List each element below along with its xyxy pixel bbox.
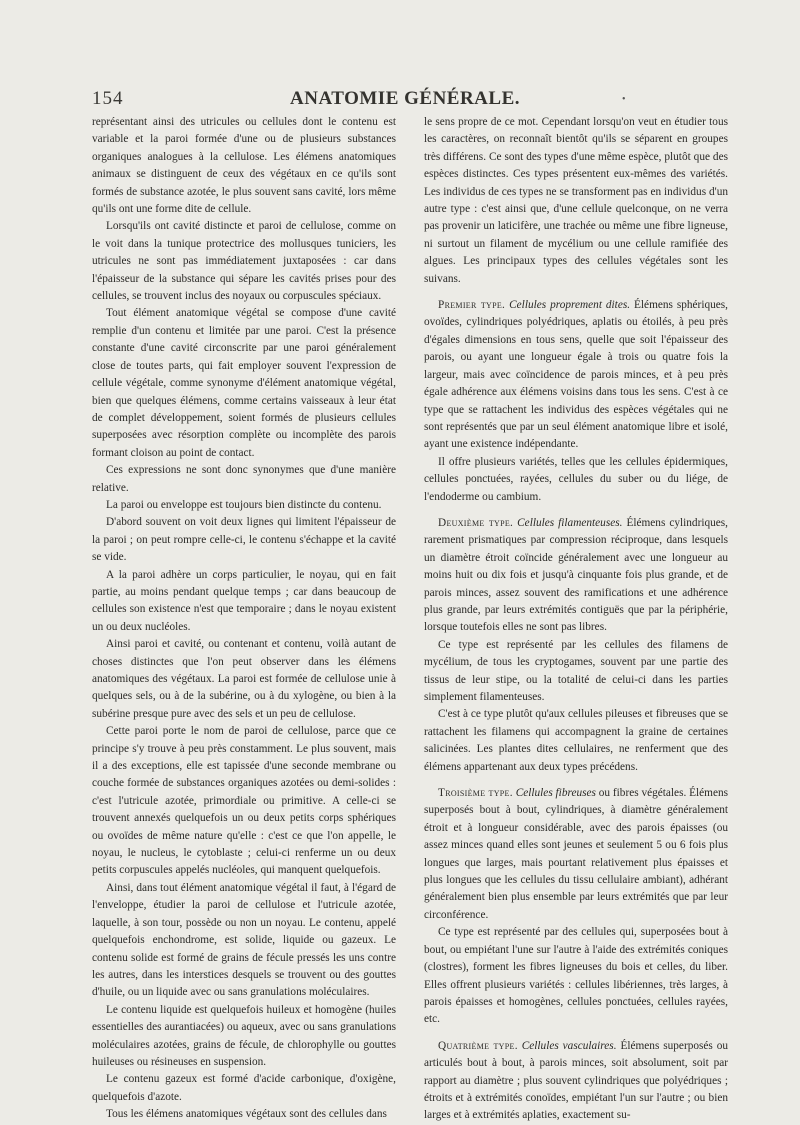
paragraph: C'est à ce type plutôt qu'aux cellules pileuses et fibreuses que se rattachent les filamens qui accompagnent la graine de certaines salicinées. Les plantes dites cellulaires, ne renferment que des élémens appartenant aux deux types précédens. <box>424 708 728 773</box>
paragraph: Tout élément anatomique végétal se compose d'une cavité remplie d'un contenu et limitée par une paroi. C'est la présence constante d'une cavité circonscrite par une paroi généralement close de toutes parts, qui fait employer souvent l'expression de cellule végétale, comme synonyme d'élément anatomique végétal, bien que quelques élémens, comme certains vaisseaux à leur état de complet développement, soient formés de plusieurs cellules superposées avec résorption complète ou incomplète des parois formant cloison au point de contact. <box>92 307 396 459</box>
paragraph: D'abord souvent on voit deux lignes qui limitent l'épaisseur de la paroi ; on peut rompre celle-ci, le contenu s'échappe et la cavité se vide. <box>92 516 396 564</box>
type-title: Cellules vasculaires. <box>521 1039 617 1052</box>
section-paragraph <box>424 1038 728 1125</box>
type-title: Cellules filamenteuses. <box>517 516 623 529</box>
running-header <box>92 88 718 112</box>
paragraph: Cette paroi porte le nom de paroi de cellulose, parce que ce principe s'y trouve à peu près constamment. Le plus souvent, mais il a des exceptions, elle est tapissée d'une seconde membrane ou couche formée de substances organiques azotées ou demi-solides : c'est l'utricule azotée, primordiale ou primitive. A celle-ci se trouvent annexés quelquefois un ou deux petits corps sphériques ou ovoïdes de même nature qu'elle : c'est ce que l'on appelle, le noyau, le nucleus, le cytoblaste ; celui-ci renferme un ou deux petits corpuscules appelés nucléoles, qui manquent quelquefois. <box>92 725 396 877</box>
paragraph: La paroi ou enveloppe est toujours bien distincte du contenu. <box>106 498 382 511</box>
section-paragraph <box>424 297 728 454</box>
type-label: Premier type. <box>438 299 506 312</box>
type-label: Troisième type. <box>438 787 513 800</box>
paragraph: Ce type est représenté par des cellules qui, superposées bout à bout, ou empiétant l'une sur l'autre à l'aide des extrémités coniques (clostres), forment les fibres ligneuses du bois et celles, du liber. Elles offrent plusieurs variétés : cellules libériennes, très larges, à parois épaisses et homogènes, cellules ponctuées, cellules rayées, etc. <box>424 926 728 1026</box>
type-title: Cellules fibreuses <box>515 787 596 800</box>
left-text-column <box>92 114 396 1124</box>
right-text-column <box>424 114 728 1125</box>
page-number: 154 <box>92 88 124 109</box>
paragraph-continuation: représentant ainsi des utricules ou cellules dont le contenu est variable et la paroi formée d'une ou de plusieurs substances organiques analogues à la cellulose. Les élémens anatomiques animaux se distinguent de ceux des végétaux en ce qu'ils sont formés de substance azotée, le plus souvent sans cavité, lors même qu'ils ont une forme dite de cellule. <box>92 116 396 216</box>
paragraph: Lorsqu'ils ont cavité distincte et paroi de cellulose, comme on le voit dans la tunique protectrice des mollusques tuniciers, les utricules ne sont pas immédiatement juxtaposées : car dans l'épaisseur de la substance qui sépare les cavités prises pour des cellules, se trouvent inclus des noyaux ou corpuscules spéciaux. <box>92 220 396 303</box>
running-title: ANATOMIE GÉNÉRALE. <box>290 88 520 109</box>
stray-mark: • <box>622 94 626 105</box>
paragraph-text: Élémens sphériques, ovoïdes, cylindriques polyédriques, aplatis ou étoilés, à peu près d'égales dimensions en tous sens, quelle que soit l'épaisseur des parois, ou ayant une longueur égale à trois ou quatre fois la largeur, mais avec coïncidence de parois minces, et à peu près égale adhérence aux élémens voisins dans tous les sens. C'est à ce type que se rattachent les individus des espèces végétales qui ne sont représentés que par un seul élément anatomique libre et isolé, ayant une existence indépendante. <box>424 299 728 451</box>
paragraph: A la paroi adhère un corps particulier, le noyau, qui en fait partie, au moins pendant quelque temps ; car dans beaucoup de cellules son existence n'est que temporaire ; dans le noyau existent un ou deux nucléoles. <box>92 568 396 633</box>
paragraph: Ce type est représenté par les cellules des filamens de mycélium, de tous les cryptogames, souvent par une partie des tissus de leur stipe, ou la totalité de celui-ci dans les parties simplement filamenteuses. <box>424 638 728 703</box>
paragraph: Tous les élémens anatomiques végétaux sont des cellules dans <box>106 1108 387 1121</box>
paragraph: Le contenu liquide est quelquefois huileux et homogène (huiles essentielles des aurantiacées) ou aqueux, avec ou sans granulations moléculaires azotées, grains de fécule, de chlorophylle ou gouttes huileuses ou résineuses en suspension. <box>92 1003 396 1068</box>
section-paragraph <box>424 785 728 924</box>
section-paragraph <box>424 515 728 637</box>
paragraph-text: Élémens superposés ou articulés bout à bout, à parois minces, soit absolument, soit par rapport au diamètre ; plus souvent cylindriques que polyédriques ; étroits et à extrémités conoïdes, empiétant l'un sur l'autre ; ou bien larges et à extrémités aplaties, exactement su- <box>424 1039 729 1122</box>
paragraph: Ainsi paroi et cavité, ou contenant et contenu, voilà autant de choses distinctes que l'on peut observer dans les élémens anatomiques des végétaux. La paroi est formée de cellulose unie à quelques sels, ou à de la subérine, ou à du xylogène, ou bien à la subérine presque pure avec des sels et un peu de cellulose. <box>92 638 396 720</box>
paragraph: Ces expressions ne sont donc synonymes que d'une manière relative. <box>92 464 396 494</box>
type-label: Deuxième type. <box>438 516 514 529</box>
paragraph: Il offre plusieurs variétés, telles que les cellules épidermiques, cellules ponctuées, rayées, cellules du suber ou du liége, de l'endoderme ou cambium. <box>424 455 728 503</box>
paragraph: Le contenu gazeux est formé d'acide carbonique, d'oxigène, quelquefois d'azote. <box>92 1073 396 1103</box>
paragraph: Ainsi, dans tout élément anatomique végétal il faut, à l'égard de l'enveloppe, étudier la paroi de cellulose et l'utricule azotée, laquelle, à son tour, possède ou non un noyau. Le contenu, appelé quelquefois enchondrome, est solide, liquide ou gazeux. Le contenu solide est formé de grains de fécule pressés les uns contre les autres, dans les interstices desquels se trouvent ou des gouttes d'huile, ou un liquide avec ou sans granulations moléculaires. <box>92 881 396 999</box>
paragraph-text: Élémens cylindriques, rarement prismatiques par compression réciproque, dans lesquels un diamètre étroit coïncide généralement avec une longueur au moins huit ou dix fois et jusqu'à cinquante fois plus grande, et de parois minces, assez souvent des ramifications et une adhérence plus grande, par leurs extrémités contiguës que par la périphérie, lorsque toutefois elles ne sont pas libres. <box>424 516 728 634</box>
type-label: Quatrième type. <box>438 1039 518 1052</box>
paragraph-text: ou fibres végétales. Élémens superposés bout à bout, cylindriques, à diamètre généralement étroit et à longueur considérable, avec des parois épaisses (ou assez minces quand elles sont jeunes et seulement 5 ou 6 fois plus longues que larges, mais pourtant relativement plus épaisses et plus longues que les cellules du tissu cellulaire ambiant), adhérant généralement bien plus ensemble par leurs extrémités que par leur circonférence. <box>424 787 729 921</box>
paragraph-continuation: le sens propre de ce mot. Cependant lorsqu'on veut en étudier tous les caractères, on reconnaît bientôt qu'ils se séparent en groupes très différens. Ce sont des types d'une même espèce, plutôt que des espèces distinctes. Ces types présentent eux-mêmes des variétés. Les individus de ces types ne se transforment pas en individus d'un autre type : c'est ainsi que, d'une cellule quelconque, on ne verra pas provenir un laticifère, une trachée ou même une fibre ligneuse, ni surtout un filament de mycélium ou une cellule ramifiée des algues. Les principaux types des cellules végétales sont les suivans. <box>424 116 728 285</box>
type-title: Cellules proprement dites. <box>509 299 631 312</box>
